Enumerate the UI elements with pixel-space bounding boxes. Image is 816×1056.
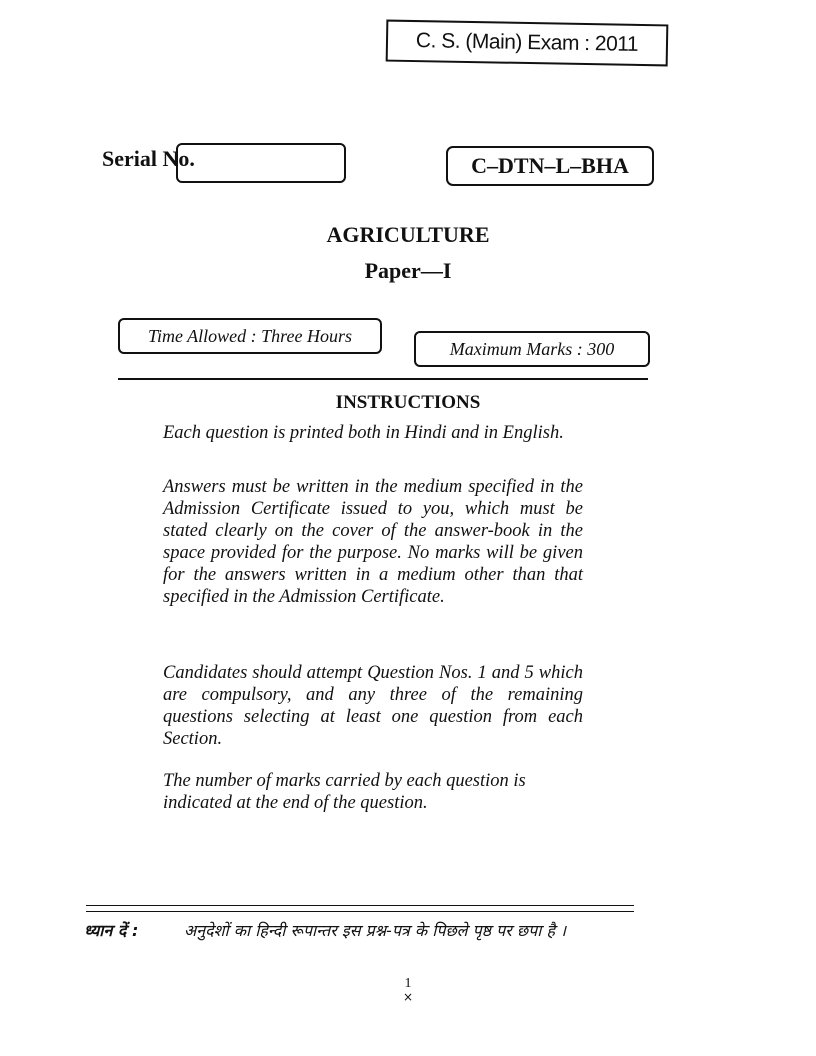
maximum-marks: Maximum Marks : 300	[414, 331, 650, 367]
paper-code: C–DTN–L–BHA	[446, 146, 654, 186]
divider	[86, 905, 634, 906]
instruction-paragraph: Each question is printed both in Hindi and in English.	[163, 423, 564, 443]
instruction-paragraph: Answers must be written in the medium specified in the Admission Certificate issued to you, which must be stated clearly on the cover of the answer-book in the space provided for the purpose. No marks will be given for the answers written in a medium other than that specified in the Admission Certificate.	[163, 477, 583, 607]
page-mark: ×	[402, 990, 414, 1004]
exam-label: C. S. (Main) Exam : 2011	[386, 20, 669, 67]
instruction-paragraph: Candidates should attempt Question Nos. 1 and 5 which are compulsory, and any three of the remaining questions selecting at least one question from each Section.	[163, 663, 583, 749]
note-text: अनुदेशों का हिन्दी रूपान्तर इस प्रश्न-पत्र के पिछले पृष्ठ पर छपा है ।	[184, 921, 567, 940]
serial-number-box	[176, 143, 346, 183]
instructions-heading: INSTRUCTIONS	[335, 392, 481, 413]
divider	[86, 911, 634, 912]
page-number: 1	[404, 976, 412, 991]
serial-label: Serial No.	[102, 146, 195, 171]
time-allowed: Time Allowed : Three Hours	[118, 318, 382, 354]
subject-title: AGRICULTURE	[326, 222, 490, 247]
divider	[118, 378, 648, 380]
instruction-paragraph: The number of marks carried by each question is indicated at the end of the question.	[163, 771, 526, 813]
paper-title: Paper—I	[364, 258, 452, 283]
note-label: ध्यान दें :	[84, 921, 139, 940]
